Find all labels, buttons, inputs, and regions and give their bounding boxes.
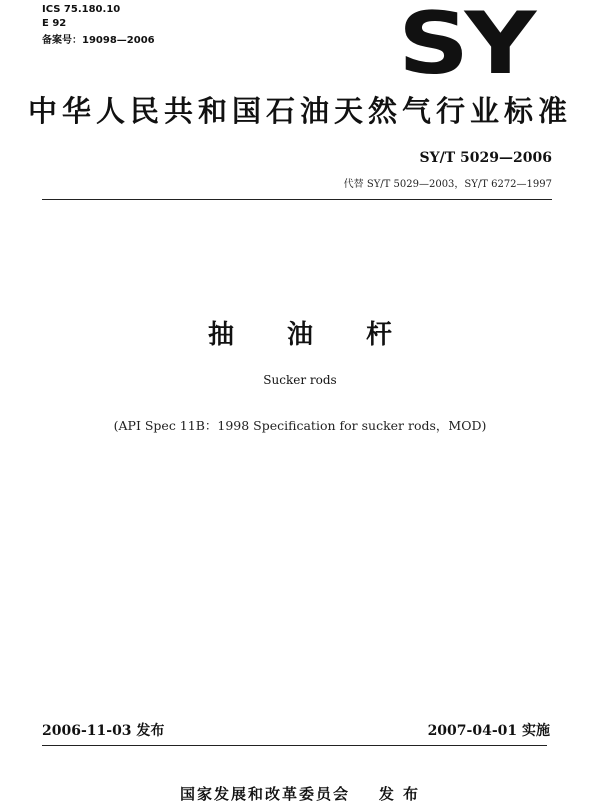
issue-date: 2006-11-03 发布 — [42, 723, 165, 739]
footer-divider — [42, 745, 547, 746]
standard-number: SY/T 5029—2006 — [419, 150, 552, 166]
issuing-authority: 国家发展和改革委员会 发 布 — [179, 785, 421, 803]
organization-title: 中华人民共和国石油天然气行业标准 — [27, 94, 572, 128]
sy-logo: SY — [398, 0, 532, 94]
equivalence-note: (API Spec 11B：1998 Specification for sucker rods，MOD) — [113, 418, 487, 433]
filing-number: 备案号：19098—2006 — [42, 35, 155, 46]
replaces-note: 代替 SY/T 5029—2003，SY/T 6272—1997 — [343, 179, 552, 190]
standard-title-cn: 抽 油 杆 — [207, 320, 415, 350]
ics-code: ICS 75.180.10 — [42, 4, 121, 15]
classification-code: E 92 — [42, 18, 67, 29]
standard-title-en: Sucker rods — [263, 373, 337, 387]
implementation-date: 2007-04-01 实施 — [427, 723, 550, 739]
header-divider — [42, 199, 552, 200]
